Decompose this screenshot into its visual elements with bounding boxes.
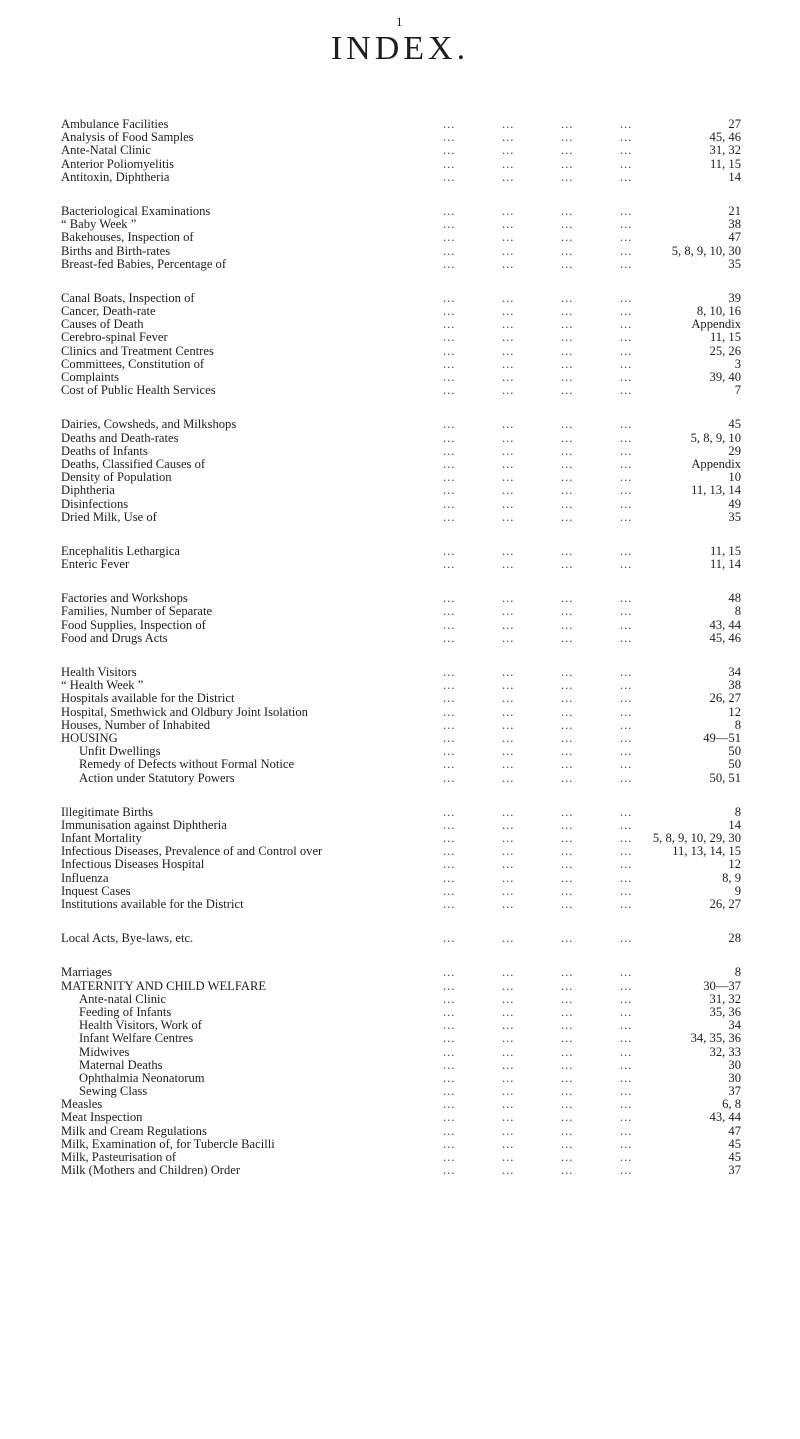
entry-label: Breast-fed Babies, Percentage of [61,256,227,271]
index-entry [61,484,741,497]
entry-pages: 45, 46 [709,130,741,145]
entry-label: Feeding of Infants [79,1004,172,1019]
entry-pages: 50, 51 [709,770,741,785]
entry-pages: 35 [728,256,741,271]
dot-leader: ... ... ... ... [443,679,633,693]
entry-label: Midwives [79,1044,130,1059]
dot-leader: ... ... ... ... [443,845,633,859]
entry-label: Infectious Diseases, Prevalence of and Control over [61,844,323,859]
entry-label: Committees, Constitution of [61,356,205,371]
index-entry [61,719,741,732]
index-entry [61,558,741,571]
dot-leader: ... ... ... ... [443,558,633,572]
entry-pages: 30—37 [703,978,741,993]
dot-leader: ... ... ... ... [443,484,633,498]
entry-label: Deaths, Classified Causes of [61,456,206,471]
entry-label: Causes of Death [61,317,144,332]
dot-leader: ... ... ... ... [443,1071,633,1085]
entry-label: Deaths of Infants [61,443,148,458]
dot-leader: ... ... ... ... [443,305,633,319]
index-entry [61,1098,741,1111]
entry-pages: 35 [728,509,741,524]
entry-label: Milk, Pasteurisation of [61,1150,177,1164]
index-entry [61,144,741,157]
entry-label: Health Visitors [61,665,137,679]
dot-leader: ... ... ... ... [443,884,633,898]
entry-label: Infant Mortality [61,831,142,846]
entry-pages: 5, 8, 9, 10 [690,430,741,445]
entry-pages: 50 [728,757,741,772]
entry-pages: 39 [728,290,741,305]
index-entry [61,706,741,719]
entry-pages: 9 [734,883,741,898]
entry-label: Complaints [61,370,120,384]
entry-label: Milk, Examination of, for Tubercle Bacilli [61,1136,275,1151]
index-entry [61,545,741,558]
index-entry [61,498,741,511]
dot-leader: ... ... ... ... [443,771,633,785]
entry-pages: 27 [728,117,741,131]
index-entry [61,158,741,171]
dot-leader: ... ... ... ... [443,1045,633,1059]
entry-pages: 11, 13, 14, 15 [672,844,741,859]
dot-leader: ... ... ... ... [443,204,633,218]
entry-label: Milk (Mothers and Children) Order [61,1163,241,1178]
entry-pages: 48 [728,591,741,606]
entry-label: Cost of Public Health Services [61,383,216,398]
entry-pages: 30 [728,1057,741,1072]
dot-leader: ... ... ... ... [443,1058,633,1072]
entry-label: Ante-natal Clinic [79,991,167,1006]
index-entry [61,966,741,979]
index-subentry [61,772,741,785]
entry-label: Bacteriological Examinations [61,203,211,218]
dot-leader: ... ... ... ... [443,318,633,332]
index-entry [61,245,741,258]
entry-label: Hospital, Smethwick and Oldbury Joint Isolation [61,704,308,719]
entry-pages: 47 [728,230,741,245]
dot-leader: ... ... ... ... [443,992,633,1006]
entry-label: Marriages [61,965,113,980]
index-group [61,545,741,571]
entry-pages: 45 [728,1150,741,1164]
index-subentry [61,993,741,1006]
entry-label: Births and Birth-rates [61,243,171,258]
index-entry [61,605,741,618]
dot-leader: ... ... ... ... [443,966,633,980]
index-entry [61,511,741,524]
entry-label: Maternal Deaths [79,1057,163,1072]
entry-label: Cancer, Death-rate [61,304,156,319]
index-entry [61,258,741,271]
dot-leader: ... ... ... ... [443,471,633,485]
entry-pages: 12 [728,857,741,872]
dot-leader: ... ... ... ... [443,1137,633,1151]
index-group [61,932,741,945]
entry-label: Meat Inspection [61,1110,143,1125]
index-group [61,118,741,184]
dot-leader: ... ... ... ... [443,231,633,245]
entry-pages: 11, 14 [709,557,741,572]
entry-pages: 38 [728,678,741,693]
entry-pages: 32, 33 [709,1044,741,1059]
index-group [61,806,741,912]
index-entry [61,305,741,318]
entry-label: Illegitimate Births [61,804,153,819]
entry-pages: 26, 27 [709,691,741,706]
entry-pages: 37 [728,1163,741,1178]
index-entry [61,471,741,484]
entry-label: Enteric Fever [61,557,130,572]
index-subentry [61,758,741,771]
entry-pages: 39, 40 [709,370,741,384]
entry-label: Inquest Cases [61,883,131,898]
index-subentry [61,1085,741,1098]
entry-label: Cerebro-spinal Fever [61,330,168,345]
entry-label: Families, Number of Separate [61,604,213,619]
dot-leader: ... ... ... ... [443,371,633,384]
entry-label: Dried Milk, Use of [61,509,157,524]
dot-leader: ... ... ... ... [443,431,633,445]
dot-leader: ... ... ... ... [443,979,633,993]
dot-leader: ... ... ... ... [443,871,633,885]
entry-label: Disinfections [61,496,129,511]
entry-label: Unfit Dwellings [79,744,161,759]
entry-label: Antitoxin, Diphtheria [61,169,170,184]
dot-leader: ... ... ... ... [443,218,633,232]
entry-label: Bakehouses, Inspection of [61,230,194,245]
index-entry [61,898,741,911]
entry-pages: 38 [728,217,741,232]
index-entry [61,1125,741,1138]
dot-leader: ... ... ... ... [443,705,633,719]
index-subentry [61,1032,741,1045]
entry-label: Sewing Class [79,1084,148,1099]
index-entry [61,932,741,945]
entry-label: Ambulance Facilities [61,117,169,131]
dot-leader: ... ... ... ... [443,592,633,606]
dot-leader: ... ... ... ... [443,544,633,558]
dot-leader: ... ... ... ... [443,144,633,158]
entry-label: Food and Drugs Acts [61,630,168,645]
index-entry [61,205,741,218]
entry-label: Density of Population [61,470,172,485]
entry-label: Immunisation against Diphtheria [61,817,227,832]
entry-pages: 8 [734,965,741,980]
entry-label: Anterior Poliomyelitis [61,156,174,171]
index-entry [61,632,741,645]
entry-pages: 11, 15 [709,156,741,171]
index-entry [61,231,741,244]
dot-leader: ... ... ... ... [443,692,633,706]
dot-leader: ... ... ... ... [443,858,633,872]
dot-leader: ... ... ... ... [443,344,633,358]
entry-pages: 29 [728,443,741,458]
dot-leader: ... ... ... ... [443,1085,633,1099]
dot-leader: ... ... ... ... [443,666,633,679]
page-title: INDEX. [330,30,470,67]
entry-label: Ophthalmia Neonatorum [79,1070,205,1085]
index-group [61,666,741,785]
entry-label: Ante-Natal Clinic [61,143,151,158]
index-entry [61,331,741,344]
entry-pages: 47 [728,1123,741,1138]
entry-pages: 21 [728,203,741,218]
index-entry [61,872,741,885]
entry-label: Analysis of Food Samples [61,130,194,145]
dot-leader: ... ... ... ... [443,331,633,345]
dot-leader: ... ... ... ... [443,131,633,145]
entry-label: Milk and Cream Regulations [61,1123,207,1138]
entry-label: Houses, Number of Inhabited [61,717,210,732]
index-group [61,418,741,524]
entry-pages: 49—51 [703,730,741,745]
entry-label: Food Supplies, Inspection of [61,617,206,632]
entry-pages: 45, 46 [709,630,741,645]
entry-pages: 34 [728,665,741,679]
entry-pages: 43, 44 [709,617,741,632]
entry-pages: 43, 44 [709,1110,741,1125]
dot-leader: ... ... ... ... [443,291,633,305]
dot-leader: ... ... ... ... [443,758,633,772]
entry-pages: 5, 8, 9, 10, 29, 30 [652,831,741,846]
entry-label: Dairies, Cowsheds, and Milkshops [61,417,237,432]
dot-leader: ... ... ... ... [443,1032,633,1046]
entry-pages: 34, 35, 36 [690,1031,741,1046]
entry-pages: 8, 9 [722,870,741,885]
entry-label: “ Health Week ” [61,678,144,693]
entry-label: Health Visitors, Work of [79,1018,202,1033]
dot-leader: ... ... ... ... [443,1019,633,1033]
entry-label: Deaths and Death-rates [61,430,179,445]
index-entry [61,980,741,993]
entry-pages: 8 [734,804,741,819]
dot-leader: ... ... ... ... [443,718,633,732]
entry-label: Remedy of Defects without Formal Notice [79,757,295,772]
entry-label: Local Acts, Bye-laws, etc. [61,931,194,946]
entry-label: Clinics and Treatment Centres [61,343,214,358]
index-entry [61,666,741,679]
index-entry [61,819,741,832]
dot-leader: ... ... ... ... [443,631,633,645]
entry-pages: 50 [728,744,741,759]
dot-leader: ... ... ... ... [443,497,633,511]
entry-pages: 7 [734,383,741,398]
entry-label: Infant Welfare Centres [79,1031,194,1046]
entry-pages: 31, 32 [709,143,741,158]
index-entry [61,732,741,745]
index-entry [61,806,741,819]
dot-leader: ... ... ... ... [443,731,633,745]
entry-label: Factories and Workshops [61,591,188,606]
dot-leader: ... ... ... ... [443,745,633,759]
index-subentry [61,1046,741,1059]
dot-leader: ... ... ... ... [443,1111,633,1125]
entry-pages: 28 [728,931,741,946]
dot-leader: ... ... ... ... [443,832,633,846]
dot-leader: ... ... ... ... [443,157,633,171]
entry-pages: 26, 27 [709,897,741,911]
entry-pages: 12 [728,704,741,719]
index-entry [61,692,741,705]
entry-label: Institutions available for the District [61,897,244,911]
entry-pages: 35, 36 [709,1004,741,1019]
index-group [61,592,741,645]
entry-pages: 5, 8, 9, 10, 30 [671,243,741,258]
dot-leader: ... ... ... ... [443,418,633,432]
index-subentry [61,1059,741,1072]
index-entry [61,384,741,397]
index-entry [61,292,741,305]
index-group [61,966,741,1177]
entry-pages: 8, 10, 16 [696,304,741,319]
index-entry [61,418,741,431]
dot-leader: ... ... ... ... [443,932,633,946]
entry-pages: 45 [728,417,741,432]
index-entry [61,131,741,144]
index-group [61,205,741,271]
entry-pages: 10 [728,470,741,485]
entry-label: Measles [61,1097,103,1112]
entry-label: Diphtheria [61,483,115,498]
entry-label: HOUSING [61,730,118,745]
entry-pages: 31, 32 [709,991,741,1006]
dot-leader: ... ... ... ... [443,605,633,619]
index-entry [61,432,741,445]
dot-leader: ... ... ... ... [443,444,633,458]
entry-pages: 37 [728,1084,741,1099]
entry-label: Influenza [61,870,109,885]
index-entry [61,358,741,371]
page-number: 1 [396,14,403,29]
entry-pages: 45 [728,1136,741,1151]
dot-leader: ... ... ... ... [443,357,633,371]
entry-label: Encephalitis Lethargica [61,543,181,558]
index-entry [61,858,741,871]
dot-leader: ... ... ... ... [443,1005,633,1019]
index-entry [61,445,741,458]
entry-pages: Appendix [691,456,741,471]
dot-leader: ... ... ... ... [443,1164,633,1178]
dot-leader: ... ... ... ... [443,1124,633,1138]
dot-leader: ... ... ... ... [443,1098,633,1112]
entry-pages: 49 [728,496,741,511]
dot-leader: ... ... ... ... [443,170,633,184]
dot-leader: ... ... ... ... [443,510,633,524]
entry-label: Hospitals available for the District [61,691,235,706]
entry-pages: 34 [728,1018,741,1033]
entry-pages: 11, 15 [709,330,741,345]
index-group [61,292,741,398]
entry-pages: 8 [734,717,741,732]
index-entry [61,345,741,358]
dot-leader: ... ... ... ... [443,118,633,131]
entry-label: Action under Statutory Powers [79,770,235,785]
entry-label: Infectious Diseases Hospital [61,857,205,872]
entry-pages: 14 [728,817,741,832]
dot-leader: ... ... ... ... [443,257,633,271]
entry-pages: 3 [734,356,741,371]
dot-leader: ... ... ... ... [443,805,633,819]
dot-leader: ... ... ... ... [443,898,633,911]
dot-leader: ... ... ... ... [443,1151,633,1164]
index-entry [61,619,741,632]
entry-pages: Appendix [691,317,741,332]
index-entry [61,171,741,184]
dot-leader: ... ... ... ... [443,384,633,398]
entry-pages: 6, 8 [722,1097,741,1112]
entry-pages: 30 [728,1070,741,1085]
dot-leader: ... ... ... ... [443,818,633,832]
index-entry [61,1111,741,1124]
dot-leader: ... ... ... ... [443,244,633,258]
index-subentry [61,1072,741,1085]
index-entry [61,1164,741,1177]
entry-label: MATERNITY AND CHILD WELFARE [61,978,267,993]
entry-pages: 11, 13, 14 [691,483,741,498]
entry-pages: 8 [734,604,741,619]
dot-leader: ... ... ... ... [443,618,633,632]
entry-label: Canal Boats, Inspection of [61,290,195,305]
entry-pages: 25, 26 [709,343,741,358]
entry-pages: 11, 15 [709,543,741,558]
entry-label: “ Baby Week ” [61,217,137,232]
entry-pages: 14 [728,169,741,184]
dot-leader: ... ... ... ... [443,457,633,471]
index-list [61,118,741,1198]
